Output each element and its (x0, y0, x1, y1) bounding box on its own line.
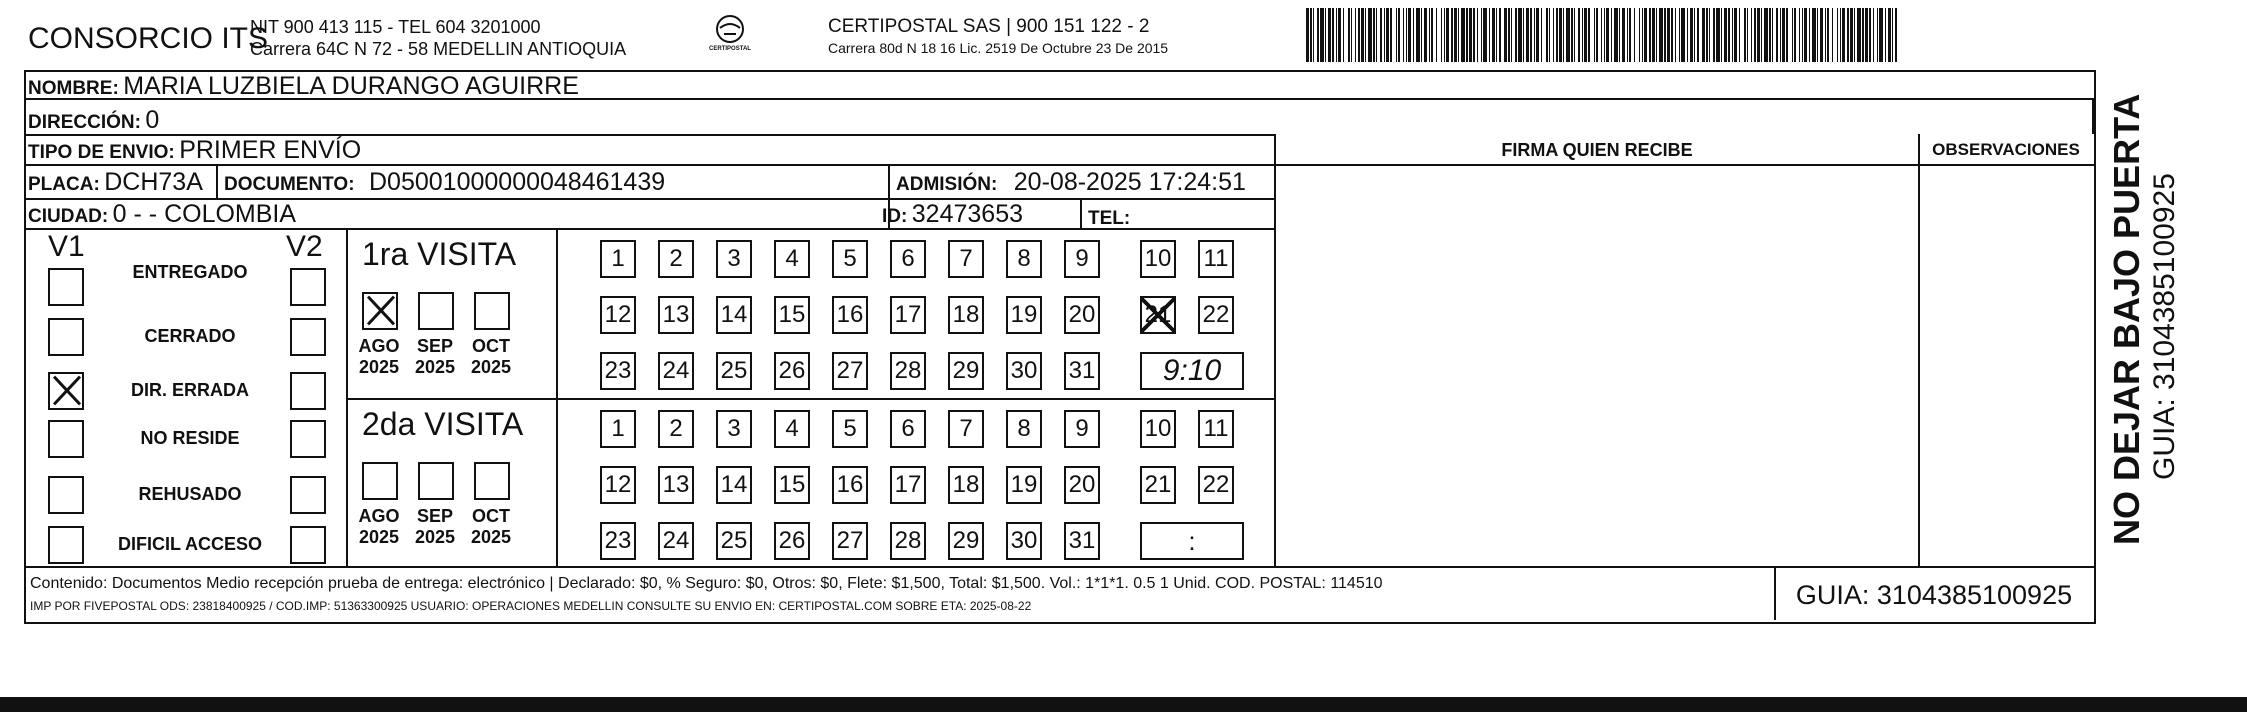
day-box[interactable]: 28 (890, 522, 926, 560)
day-box[interactable]: 21 (1140, 466, 1176, 504)
day-box[interactable]: 8 (1006, 240, 1042, 278)
company-nit: NIT 900 413 115 - TEL 604 3201000 (250, 17, 541, 37)
day-box[interactable]: 1 (600, 240, 636, 278)
v2-checkbox[interactable] (290, 526, 326, 564)
day-box[interactable]: 17 (890, 296, 926, 334)
month-checkbox[interactable] (418, 292, 454, 330)
company-address: Carrera 64C N 72 - 58 MEDELLIN ANTIOQUIA (250, 39, 627, 59)
day-box[interactable]: 26 (774, 522, 810, 560)
firma-header: FIRMA QUIEN RECIBE (1501, 140, 1693, 160)
day-box[interactable]: 14 (716, 296, 752, 334)
day-box[interactable]: 28 (890, 352, 926, 390)
barcode (1306, 8, 1900, 62)
day-box[interactable]: 18 (948, 466, 984, 504)
v1-checkbox[interactable] (48, 268, 84, 306)
tipo-envio-value: PRIMER ENVÍO (179, 136, 362, 164)
ciudad-label: CIUDAD: (28, 206, 109, 227)
day-box[interactable]: 3 (716, 410, 752, 448)
day-box[interactable]: 24 (658, 352, 694, 390)
id-label: ID: (882, 206, 908, 227)
scan-edge (0, 697, 2247, 712)
nombre-value: MARIA LUZBIELA DURANGO AGUIRRE (123, 72, 579, 100)
day-box[interactable]: 12 (600, 296, 636, 334)
month-checkbox[interactable] (362, 462, 398, 500)
month-label: AGO 2025 (358, 506, 400, 547)
day-box[interactable]: 15 (774, 296, 810, 334)
status-label: DIFICIL ACCESO (117, 534, 262, 554)
placa-value: DCH73A (104, 168, 203, 196)
day-box[interactable]: 8 (1006, 410, 1042, 448)
month-checkbox[interactable] (474, 462, 510, 500)
day-box[interactable]: 31 (1064, 522, 1100, 560)
admision-label: ADMISIÓN: (896, 174, 998, 195)
v2-checkbox[interactable] (290, 318, 326, 356)
day-box[interactable]: 5 (832, 240, 868, 278)
day-box[interactable]: 31 (1064, 352, 1100, 390)
company-name: CONSORCIO ITS (28, 22, 269, 55)
day-box[interactable]: 1 (600, 410, 636, 448)
direccion-value: 0 (145, 106, 160, 134)
month-label: OCT 2025 (470, 506, 512, 547)
day-box[interactable]: 25 (716, 352, 752, 390)
v2-checkbox[interactable] (290, 476, 326, 514)
id-value: 32473653 (911, 200, 1024, 228)
v2-checkbox[interactable] (290, 268, 326, 306)
day-box[interactable]: 10 (1140, 240, 1176, 278)
month-checkbox[interactable] (474, 292, 510, 330)
status-label: REHUSADO (138, 484, 242, 504)
no-dejar-bajo-puerta: NO DEJAR BAJO PUERTA (2106, 93, 2147, 545)
day-box[interactable]: 10 (1140, 410, 1176, 448)
footer-print-info: IMP POR FIVEPOSTAL ODS: 23818400925 / COD.IMP: 51363300925 USUARIO: OPERACIONES MEDELLIN CONSULTE SU ENVIO EN: CERTIPOSTAL.COM SOBRE ETA: 2025-08-22 (30, 599, 1032, 613)
day-box[interactable]: 19 (1006, 466, 1042, 504)
day-box[interactable]: 12 (600, 466, 636, 504)
month-label: OCT 2025 (470, 336, 512, 377)
day-box[interactable]: 29 (948, 522, 984, 560)
tel-label: TEL: (1088, 208, 1131, 229)
day-box[interactable]: 22 (1198, 466, 1234, 504)
v1-checkbox[interactable] (48, 526, 84, 564)
day-box[interactable]: 2 (658, 240, 694, 278)
v2-checkbox[interactable] (290, 420, 326, 458)
day-box[interactable]: 23 (600, 522, 636, 560)
day-box[interactable]: 26 (774, 352, 810, 390)
day-box[interactable]: 15 (774, 466, 810, 504)
v2-label: V2 (286, 230, 323, 263)
admision-value: 20-08-2025 17:24:51 (1013, 168, 1246, 196)
day-box[interactable]: 17 (890, 466, 926, 504)
day-box[interactable]: 6 (890, 410, 926, 448)
day-box[interactable]: 11 (1198, 410, 1234, 448)
logo-label: CERTIPOSTAL (709, 46, 751, 52)
time-box[interactable]: : (1140, 522, 1244, 560)
day-box[interactable]: 7 (948, 410, 984, 448)
day-box[interactable]: 21 (1140, 296, 1176, 334)
nombre-label: NOMBRE: (28, 78, 119, 99)
day-box[interactable]: 30 (1006, 522, 1042, 560)
observaciones-header: OBSERVACIONES (1932, 140, 2080, 159)
day-box[interactable]: 27 (832, 352, 868, 390)
documento-value: D05001000000048461439 (369, 168, 666, 196)
day-box[interactable]: 4 (774, 240, 810, 278)
documento-label: DOCUMENTO: (224, 174, 355, 195)
month-label: SEP 2025 (414, 506, 456, 547)
carrier-name: CERTIPOSTAL SAS | 900 151 122 - 2 (828, 16, 1150, 37)
day-box[interactable]: 14 (716, 466, 752, 504)
day-box[interactable]: 6 (890, 240, 926, 278)
day-box[interactable]: 18 (948, 296, 984, 334)
carrier-address: Carrera 80d N 18 16 Lic. 2519 De Octubre 23 De 2015 (828, 40, 1169, 56)
status-label: ENTREGADO (132, 262, 248, 282)
day-box[interactable]: 13 (658, 466, 694, 504)
status-label: DIR. ERRADA (130, 380, 249, 400)
day-box[interactable]: 9 (1064, 240, 1100, 278)
day-box[interactable]: 13 (658, 296, 694, 334)
v1-label: V1 (48, 230, 85, 263)
placa-label: PLACA: (28, 174, 100, 195)
tipo-envio-label: TIPO DE ENVIO: (28, 142, 175, 163)
side-guia: GUIA: 3104385100925 (2148, 173, 2181, 480)
day-box[interactable]: 20 (1064, 296, 1100, 334)
v1-checkbox[interactable] (48, 372, 84, 410)
day-box[interactable]: 22 (1198, 296, 1234, 334)
certipostal-logo (700, 12, 760, 58)
day-box[interactable]: 27 (832, 522, 868, 560)
day-box[interactable]: 23 (600, 352, 636, 390)
month-checkbox[interactable] (418, 462, 454, 500)
direccion-label: DIRECCIÓN: (28, 112, 141, 133)
day-box[interactable]: 16 (832, 296, 868, 334)
day-box[interactable]: 29 (948, 352, 984, 390)
month-label: AGO 2025 (358, 336, 400, 377)
status-label: NO RESIDE (140, 428, 240, 448)
day-box[interactable]: 20 (1064, 466, 1100, 504)
month-label: SEP 2025 (414, 336, 456, 377)
v1-checkbox[interactable] (48, 318, 84, 356)
time-box[interactable]: 9:10 (1140, 352, 1244, 390)
v1-checkbox[interactable] (48, 420, 84, 458)
day-box[interactable]: 4 (774, 410, 810, 448)
v2-checkbox[interactable] (290, 372, 326, 410)
visit-title: 1ra VISITA (362, 236, 517, 272)
day-box[interactable]: 2 (658, 410, 694, 448)
day-box[interactable]: 11 (1198, 240, 1234, 278)
footer-content: Contenido: Documentos Medio recepción prueba de entrega: electrónico | Declarado: $0, % Seguro: $0, Otros: $0, Flete: $1,500, Total: $1,500. Vol.: 1*1*1. 0.5 1 Unid. COD. POSTAL: 114510 (30, 575, 1383, 592)
day-box[interactable]: 9 (1064, 410, 1100, 448)
visit-title: 2da VISITA (362, 406, 524, 442)
day-box[interactable]: 19 (1006, 296, 1042, 334)
month-checkbox[interactable] (362, 292, 398, 330)
day-box[interactable]: 25 (716, 522, 752, 560)
v1-checkbox[interactable] (48, 476, 84, 514)
day-box[interactable]: 3 (716, 240, 752, 278)
ciudad-value: 0 - - COLOMBIA (112, 200, 297, 228)
footer-guia: GUIA: 3104385100925 (1795, 580, 2073, 610)
day-box[interactable]: 24 (658, 522, 694, 560)
day-box[interactable]: 16 (832, 466, 868, 504)
status-label: CERRADO (144, 326, 236, 346)
day-box[interactable]: 5 (832, 410, 868, 448)
day-box[interactable]: 7 (948, 240, 984, 278)
day-box[interactable]: 30 (1006, 352, 1042, 390)
